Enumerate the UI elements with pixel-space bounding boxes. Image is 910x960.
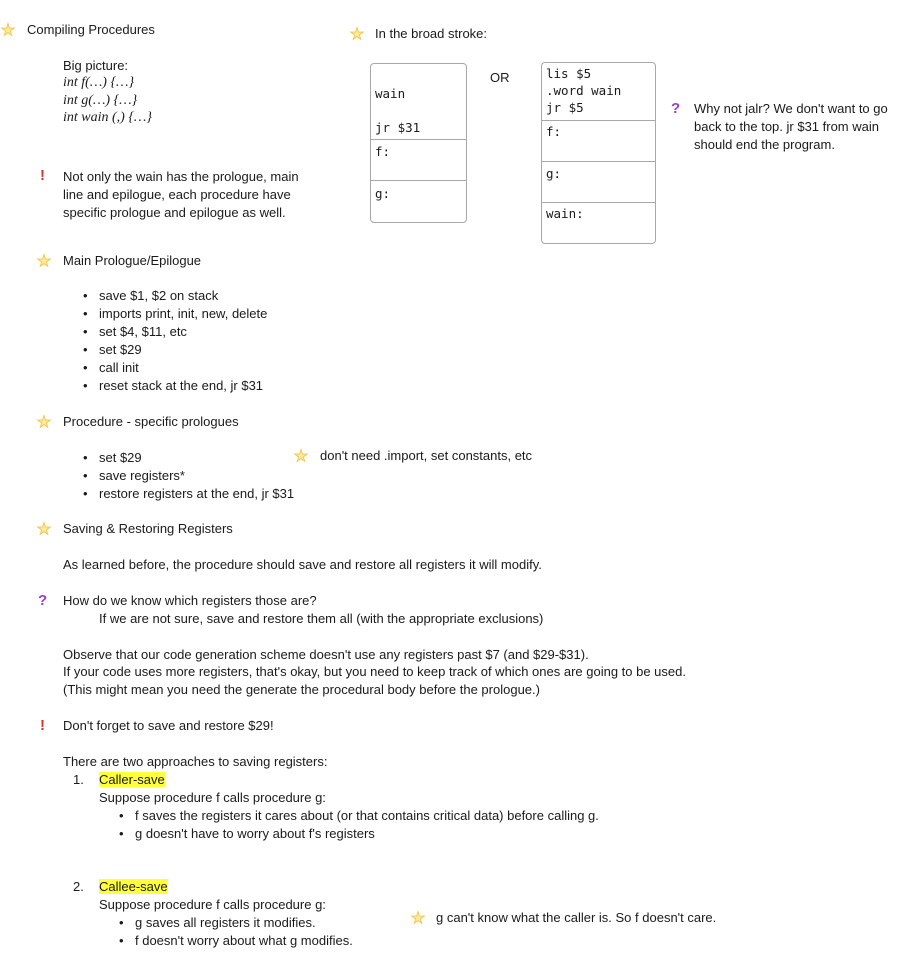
box2-f: f: (546, 124, 562, 139)
registers-answer: If we are not sure, save and restore them all (with the appropriate exclusions) (99, 611, 544, 626)
caller-save-number: 1. (73, 772, 84, 787)
registers-question: How do we know which registers those are? (63, 593, 317, 608)
or-label: OR (490, 70, 510, 85)
callee-save-suppose: Suppose procedure f calls procedure g: (99, 897, 326, 912)
list-item: • f saves the registers it cares about (or that contains critical data) before calling g. (115, 807, 599, 825)
star-icon (410, 910, 426, 926)
saving-heading: Saving & Restoring Registers (63, 521, 233, 536)
caller-save-title: Caller-save (99, 772, 165, 787)
jalr-question-line-3: should end the program. (694, 137, 835, 152)
box2-divider (542, 120, 655, 121)
big-picture-line-wain: int wain (,) {…} (63, 110, 152, 125)
box1-jr: jr $31 (375, 120, 421, 135)
caller-save-suppose: Suppose procedure f calls procedure g: (99, 790, 326, 805)
box1-divider (371, 180, 466, 181)
jalr-question-line-2: back to the top. jr $31 from wain (694, 119, 879, 134)
program-layout-box-1 (370, 63, 467, 223)
observe-line-2: If your code uses more registers, that's okay, but you need to keep track of which ones are going to be used. (63, 664, 686, 679)
callee-save-number: 2. (73, 879, 84, 894)
callee-save-note: g can't know what the caller is. So f doesn't care. (436, 910, 717, 925)
star-icon (36, 253, 52, 269)
question-icon: ? (38, 592, 48, 609)
box2-g: g: (546, 166, 562, 181)
save-29-warning: Don't forget to save and restore $29! (63, 718, 274, 733)
big-picture-line-f: int f(…) {…} (63, 75, 135, 90)
callee-save-title: Callee-save (99, 879, 168, 894)
main-prologue-heading: Main Prologue/Epilogue (63, 253, 202, 268)
jalr-question-line-1: Why not jalr? We don't want to go (694, 101, 888, 116)
list-item: • call init (79, 359, 267, 377)
box2-word: .word wain (546, 83, 622, 98)
box2-jr: jr $5 (546, 100, 584, 115)
proc-prologue-list (79, 449, 294, 503)
list-item: • set $29 (79, 449, 294, 467)
box2-divider (542, 161, 655, 162)
box1-g: g: (375, 186, 391, 201)
proc-prologue-heading: Procedure - specific prologues (63, 414, 239, 429)
observe-line-3: (This might mean you need the generate the procedural body before the prologue.) (63, 682, 540, 697)
star-icon (349, 26, 365, 42)
list-item: • g saves all registers it modifies. (115, 914, 353, 932)
prologue-note-line-1: Not only the wain has the prologue, main (63, 169, 299, 184)
star-icon (36, 414, 52, 430)
exclamation-icon: ! (40, 717, 45, 734)
saving-text: As learned before, the procedure should save and restore all registers it will modify. (63, 557, 542, 572)
callee-save-list (115, 914, 353, 950)
big-picture-label: Big picture: (63, 58, 129, 73)
star-icon (0, 22, 16, 38)
program-layout-box-2 (541, 62, 656, 244)
box2-divider (542, 202, 655, 203)
star-icon (293, 448, 309, 464)
approaches-intro: There are two approaches to saving registers: (63, 754, 328, 769)
question-icon: ? (671, 100, 681, 117)
list-item: • restore registers at the end, jr $31 (79, 485, 294, 503)
list-item: • imports print, init, new, delete (79, 305, 267, 323)
list-item: • set $29 (79, 341, 267, 359)
list-item: • set $4, $11, etc (79, 323, 267, 341)
star-icon (36, 521, 52, 537)
box2-lis: lis $5 (546, 66, 592, 81)
prologue-note-line-2: line and epilogue, each procedure have (63, 187, 291, 202)
list-item: • save registers* (79, 467, 294, 485)
prologue-note-line-3: specific prologue and epilogue as well. (63, 205, 286, 220)
main-prologue-list (79, 287, 267, 395)
broad-stroke-label: In the broad stroke: (375, 26, 488, 41)
exclamation-icon: ! (40, 167, 45, 184)
box2-wain: wain: (546, 206, 584, 221)
list-item: • f doesn't worry about what g modifies. (115, 932, 353, 950)
list-item: • save $1, $2 on stack (79, 287, 267, 305)
list-item: • reset stack at the end, jr $31 (79, 377, 267, 395)
page-title: Compiling Procedures (27, 22, 155, 37)
big-picture-line-g: int g(…) {…} (63, 93, 138, 108)
list-item: • g doesn't have to worry about f's registers (115, 825, 599, 843)
box1-f: f: (375, 144, 391, 159)
observe-line-1: Observe that our code generation scheme doesn't use any registers past $7 (and $29-$31). (63, 647, 589, 662)
box1-divider (371, 139, 466, 140)
caller-save-title-wrap (99, 771, 165, 789)
box1-wain: wain (375, 86, 406, 101)
proc-prologue-note: don't need .import, set constants, etc (320, 448, 533, 463)
caller-save-list (115, 807, 599, 843)
callee-save-title-wrap (99, 878, 168, 896)
